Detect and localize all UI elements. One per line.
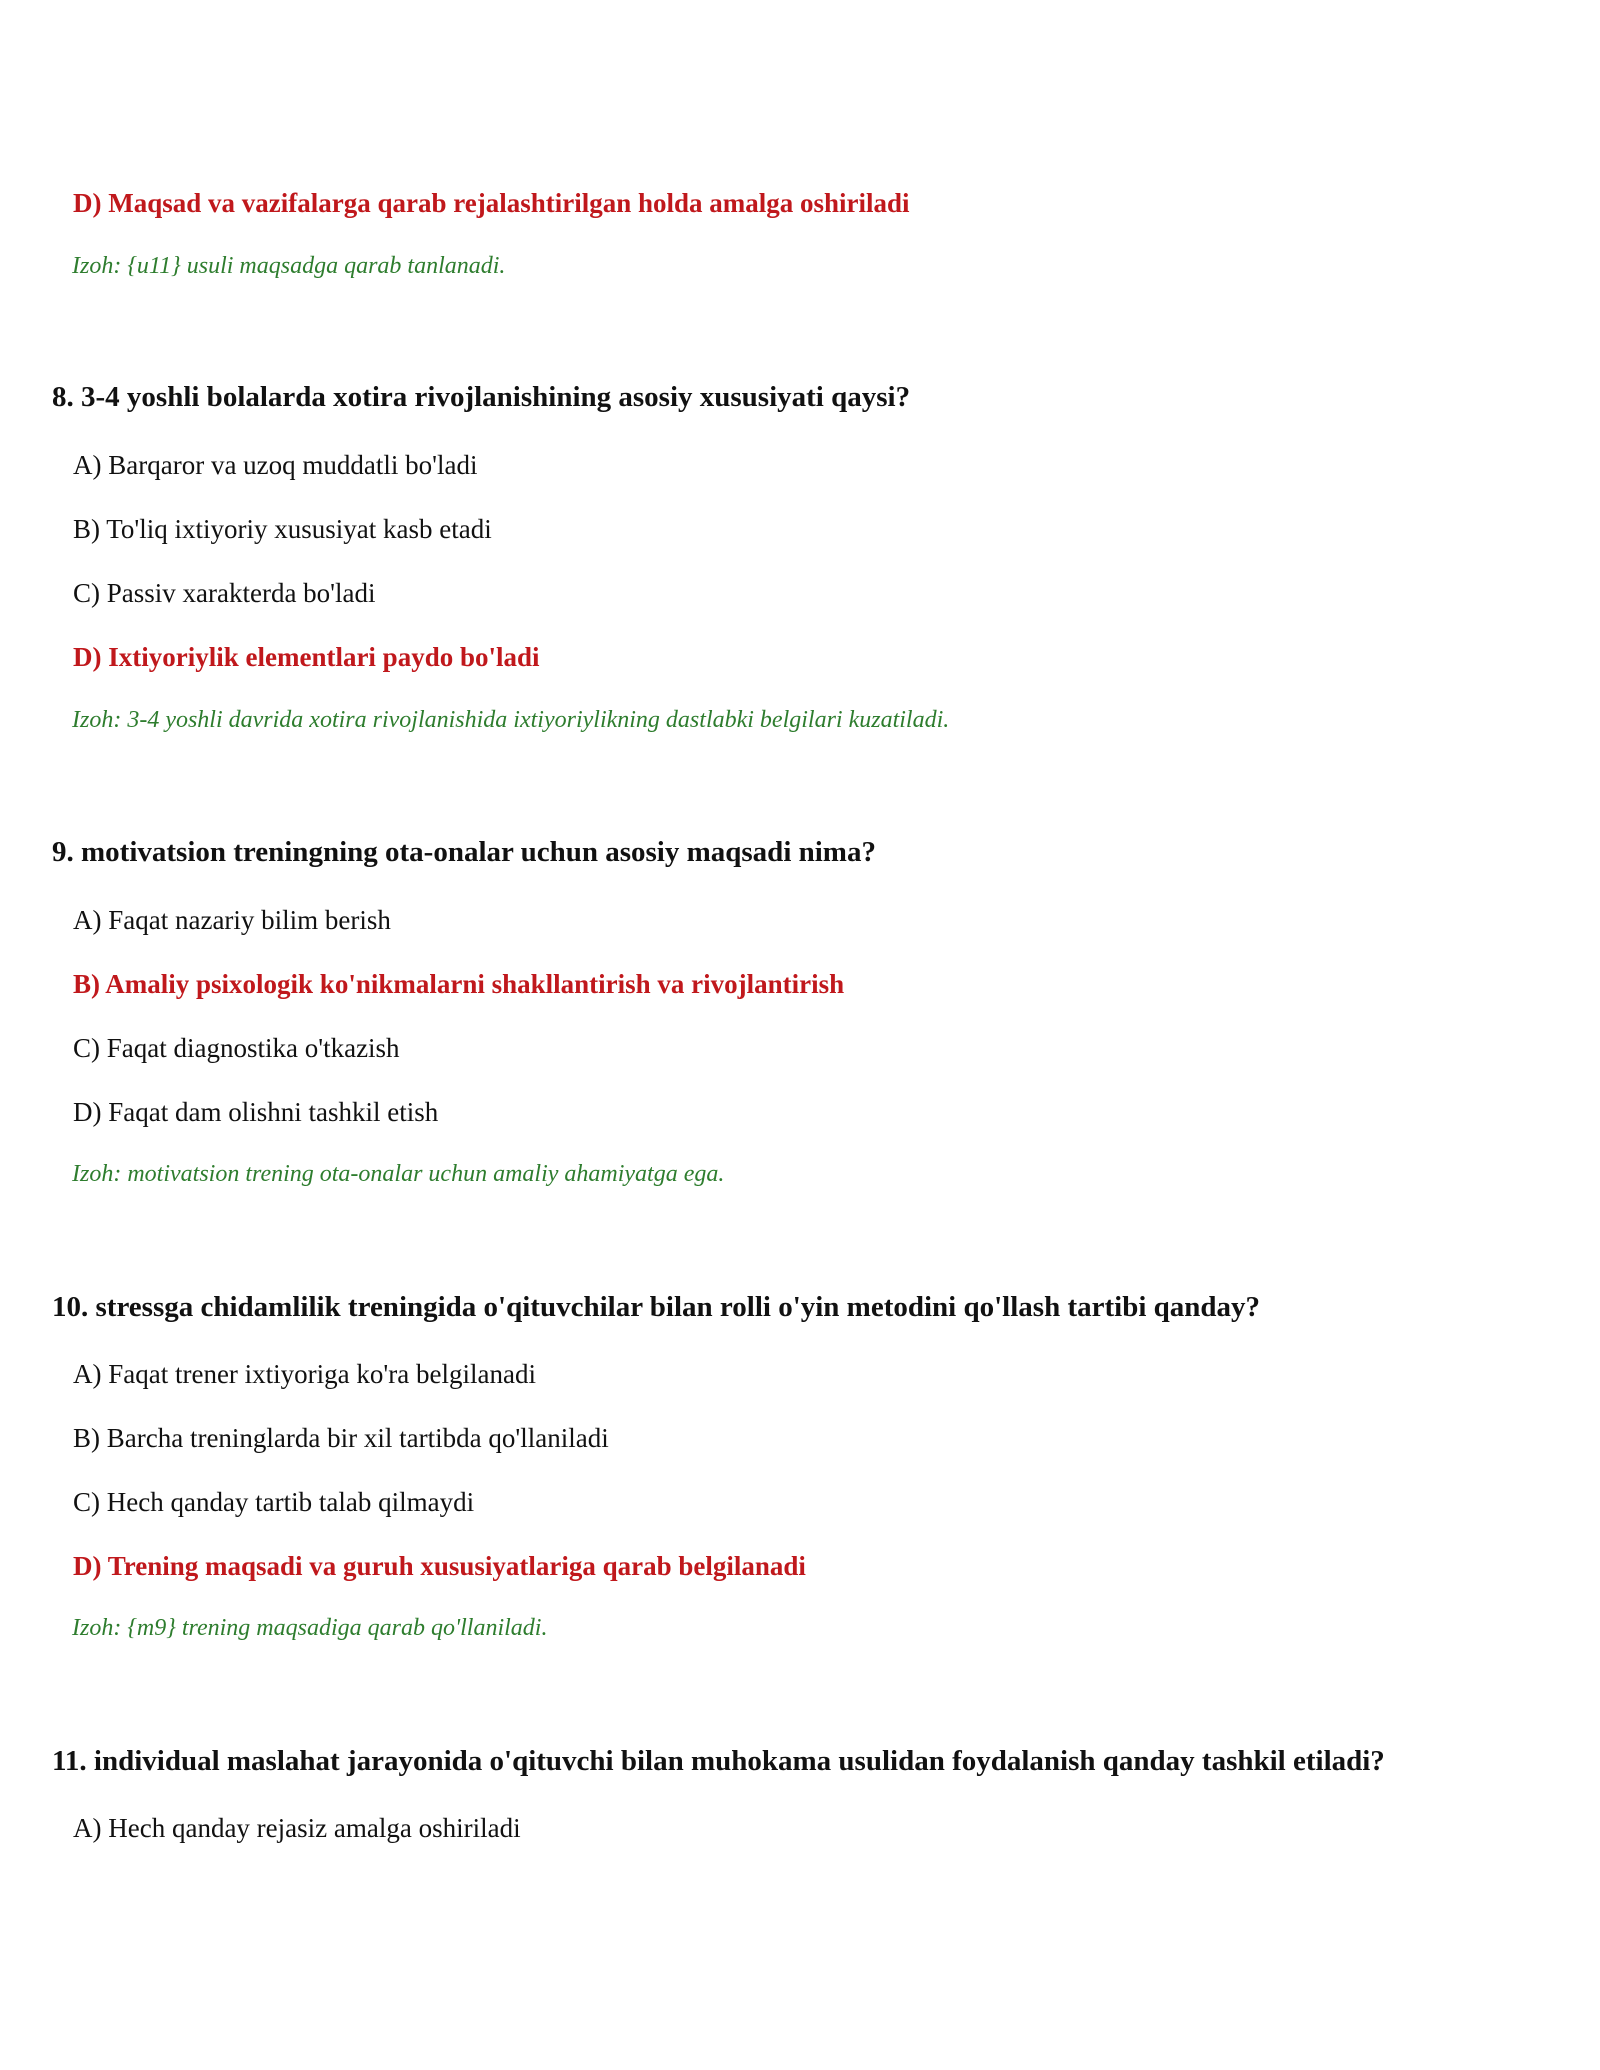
question-9-title: 9. motivatsion treningning ota-onalar uchun asosiy maqsadi nima? [52, 836, 876, 868]
question-8-title: 8. 3-4 yoshli bolalarda xotira rivojlanishining asosiy xususiyati qaysi? [52, 381, 911, 413]
question-8-option-b: B) To'liq ixtiyoriy xususiyat kasb etadi [73, 514, 492, 544]
question-10-option-a: A) Faqat trener ixtiyoriga ko'ra belgilanadi [73, 1359, 536, 1389]
question-11-option-a: A) Hech qanday rejasiz amalga oshiriladi [73, 1813, 521, 1843]
question-8-option-c: C) Passiv xarakterda bo'ladi [73, 578, 376, 608]
question-9-option-b-correct: B) Amaliy psixologik ko'nikmalarni shakllantirish va rivojlantirish [73, 969, 845, 999]
question-9-note: Izoh: motivatsion trening ota-onalar uchun amaliy ahamiyatga ega. [72, 1161, 725, 1187]
question-10-option-d-correct: D) Trening maqsadi va guruh xususiyatlariga qarab belgilanadi [73, 1551, 806, 1581]
question-9-option-c: C) Faqat diagnostika o'tkazish [73, 1033, 400, 1063]
question-10-option-c: C) Hech qanday tartib talab qilmaydi [73, 1487, 475, 1517]
question-9-option-d: D) Faqat dam olishni tashkil etish [73, 1097, 439, 1127]
question-9-option-a: A) Faqat nazariy bilim berish [73, 905, 391, 935]
question-10-title: 10. stressga chidamlilik treningida o'qituvchilar bilan rolli o'yin metodini qo'llash tartibi qanday? [52, 1291, 1261, 1323]
question-11-title: 11. individual maslahat jarayonida o'qituvchi bilan muhokama usulidan foydalanish qanday tashkil etiladi? [52, 1745, 1385, 1777]
question-8-note: Izoh: 3-4 yoshli davrida xotira rivojlanishida ixtiyoriylikning dastlabki belgilari kuzatiladi. [72, 707, 950, 733]
prev-option-d-correct: D) Maqsad va vazifalarga qarab rejalashtirilgan holda amalga oshiriladi [73, 188, 910, 218]
question-10-note: Izoh: {m9} trening maqsadiga qarab qo'llaniladi. [72, 1615, 548, 1641]
question-8-option-a: A) Barqaror va uzoq muddatli bo'ladi [73, 450, 478, 480]
question-8-option-d-correct: D) Ixtiyoriylik elementlari paydo bo'ladi [73, 642, 540, 672]
question-10-option-b: B) Barcha treninglarda bir xil tartibda qo'llaniladi [73, 1423, 609, 1453]
prev-note: Izoh: {u11} usuli maqsadga qarab tanlanadi. [72, 253, 506, 279]
